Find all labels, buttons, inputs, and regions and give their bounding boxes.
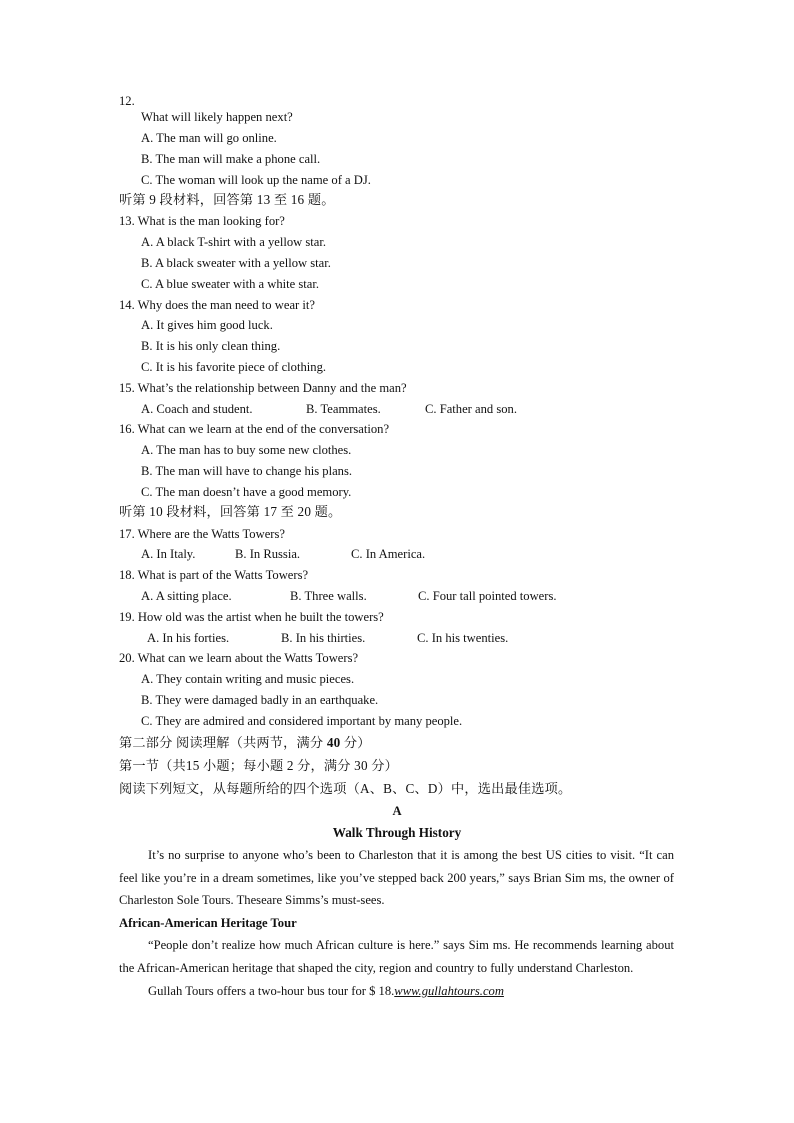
- question-15-option-c: C. Father and son.: [425, 402, 517, 416]
- question-19-option-b: B. In his thirties.: [281, 631, 366, 645]
- question-16-text: 16. What can we learn at the end of the conversation?: [119, 422, 390, 436]
- reading-instructions: 阅读下列短文，从每题所给的四个选项（A、B、C、D）中，选出最佳选项。: [119, 781, 572, 796]
- question-13-option-c: C. A blue sweater with a white star.: [141, 277, 320, 291]
- question-19-option-a: A. In his forties.: [147, 631, 230, 645]
- gullah-tours-link[interactable]: www.gullahtours.com: [394, 983, 504, 998]
- question-13-option-a: A. A black T-shirt with a yellow star.: [141, 235, 327, 249]
- passage-paragraph-3-text: Gullah Tours offers a two-hour bus tour for $ 18.: [148, 983, 395, 998]
- question-18-option-b: B. Three walls.: [290, 589, 367, 603]
- question-15-text: 15. What’s the relationship between Danny and the man?: [119, 381, 407, 395]
- question-20-text: 20. What can we learn about the Watts Towers?: [119, 651, 359, 665]
- question-18-option-a: A. A sitting place.: [141, 589, 232, 603]
- part-2-heading-score: 40: [326, 735, 341, 750]
- passage-subheading: African-American Heritage Tour: [119, 915, 297, 930]
- passage-letter: A: [392, 804, 402, 818]
- question-16-option-c: C. The man doesn’t have a good memory.: [141, 485, 352, 499]
- part-2-heading-suffix: 分）: [340, 735, 371, 750]
- question-20-option-b: B. They were damaged badly in an earthquake.: [141, 693, 379, 707]
- passage-title: Walk Through History: [332, 825, 462, 840]
- question-12-text: What will likely happen next?: [141, 110, 293, 124]
- question-20-option-c: C. They are admired and considered important by many people.: [141, 714, 463, 728]
- question-12-option-c: C. The woman will look up the name of a DJ.: [141, 173, 371, 187]
- question-14-option-c: C. It is his favorite piece of clothing.: [141, 360, 327, 374]
- passage-paragraph-1: It’s no surprise to anyone who’s been to Charleston that it is among the best US cities to visit. “It can feel like you’re in a dream sometimes, like you’ve stepped back 200 years,” says Brian Sim ms, the owner of Charleston Sole Tours. Theseare Simms’s must-sees.: [119, 848, 674, 908]
- question-16-option-a: A. The man has to buy some new clothes.: [141, 443, 352, 457]
- question-15-option-a: A. Coach and student.: [141, 402, 253, 416]
- question-20-option-a: A. They contain writing and music pieces.: [141, 672, 355, 686]
- question-17-text: 17. Where are the Watts Towers?: [119, 527, 285, 541]
- question-19-text: 19. How old was the artist when he built the towers?: [119, 610, 384, 624]
- question-17-option-a: A. In Italy.: [141, 547, 196, 561]
- question-18-text: 18. What is part of the Watts Towers?: [119, 568, 309, 582]
- question-12-number: 12.: [119, 94, 135, 108]
- passage-paragraph-2: “People don’t realize how much African culture is here.” says Sim ms. He recommends learning about the African-American heritage that shaped the city, region and country to fully understand Charleston.: [119, 938, 674, 975]
- part-2-heading-prefix: 第二部分 阅读理解（共两节，满分: [119, 735, 327, 750]
- question-13-option-b: B. A black sweater with a yellow star.: [141, 256, 331, 270]
- question-12-option-b: B. The man will make a phone call.: [141, 152, 321, 166]
- section-10-instruction: 听第 10 段材料，回答第 17 至 20 题。: [119, 504, 342, 519]
- section-9-instruction: 听第 9 段材料，回答第 13 至 16 题。: [119, 192, 335, 207]
- question-14-option-b: B. It is his only clean thing.: [141, 339, 281, 353]
- part-2-section-1-heading: 第一节（共15 小题；每小题 2 分，满分 30 分）: [119, 758, 399, 773]
- question-14-text: 14. Why does the man need to wear it?: [119, 298, 315, 312]
- question-17-option-c: C. In America.: [351, 547, 426, 561]
- question-14-option-a: A. It gives him good luck.: [141, 318, 273, 332]
- part-2-heading: [119, 735, 371, 751]
- question-15-option-b: B. Teammates.: [306, 402, 381, 416]
- question-16-option-b: B. The man will have to change his plans.: [141, 464, 353, 478]
- passage-body: [119, 844, 674, 1002]
- passage-paragraph-3: [119, 980, 674, 1003]
- question-17-option-b: B. In Russia.: [235, 547, 301, 561]
- question-19-option-c: C. In his twenties.: [417, 631, 509, 645]
- question-18-option-c: C. Four tall pointed towers.: [418, 589, 557, 603]
- question-13-text: 13. What is the man looking for?: [119, 214, 285, 228]
- question-12-option-a: A. The man will go online.: [141, 131, 277, 145]
